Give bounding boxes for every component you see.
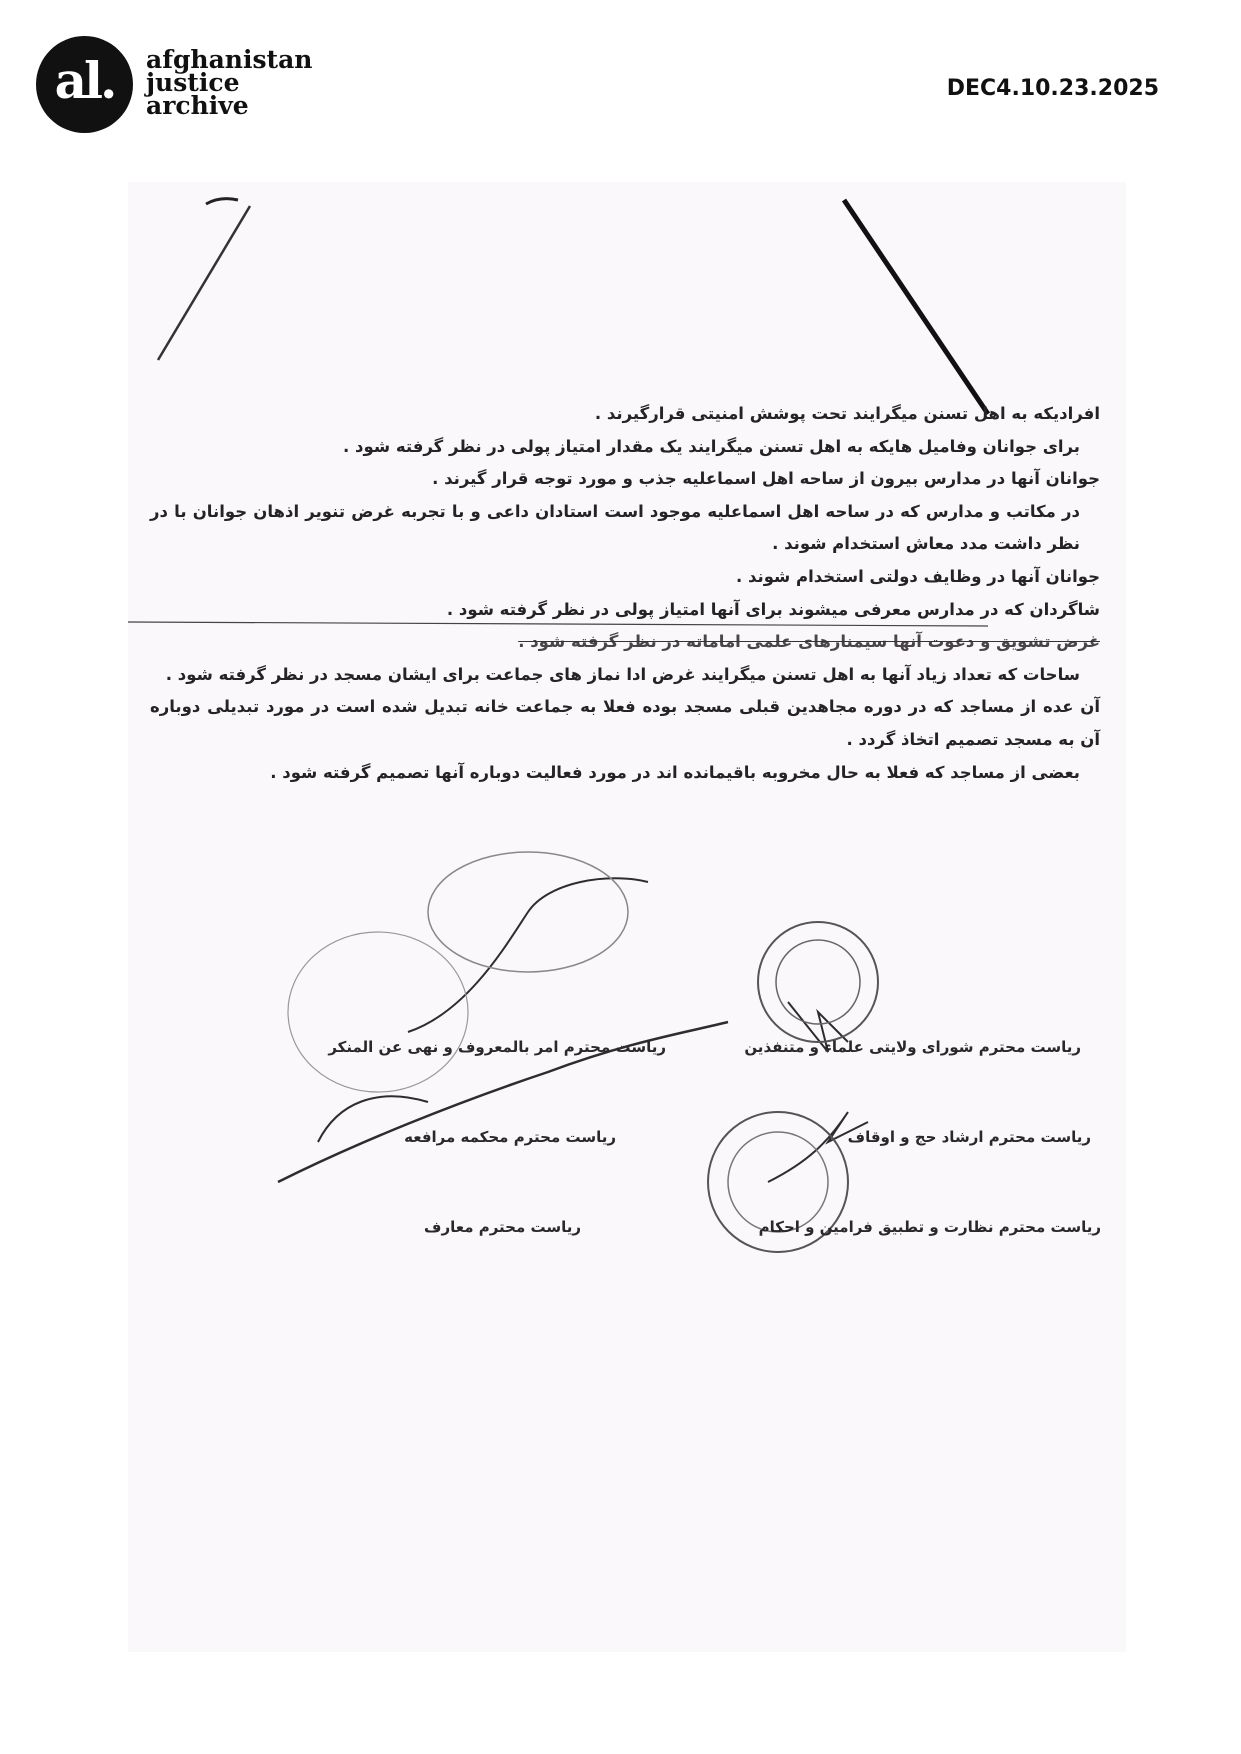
paragraph: جوانان آنها در وظایف دولتی استخدام شوند .	[735, 566, 1100, 586]
logo-wordmark	[146, 45, 313, 120]
signature-awqaf: ریاست محترم ارشاد حج و اوقاف	[847, 1128, 1091, 1146]
official-stamp	[728, 1132, 828, 1232]
paragraph: بعضی از مساجد که فعلا به حال مخروبه باقیمانده اند در مورد فعالیت دوباره آنها تصمیم گرفته شود .	[270, 762, 1080, 782]
paragraph: آن عده از مساجد که در دوره مجاهدین قبلی مسجد بوده فعلا به جماعت خانه تبدیل شده است در مورد تبدیلی دوباره آن به مسجد تصمیم اتخاذ گردد .	[150, 697, 1100, 749]
fold-line-left	[158, 206, 250, 360]
paragraph: افرادیکه به اهل تسنن میگرایند تحت پوشش امنیتی قرارگیرند .	[594, 404, 1100, 423]
signature-scribble	[408, 878, 648, 1032]
logo-line-1: afghanistan	[146, 45, 313, 74]
paragraph: در مکاتب و مدارس که در ساحه اهل اسماعلیه موجود است استادان داعی و با تجربه غرض تنویر اذهان جوانان با در نظر داشت مدد معاش استخدام شوند .	[150, 501, 1080, 554]
logo-mark: al.	[54, 51, 115, 110]
fold-line-right	[844, 200, 988, 414]
faded-stamp	[288, 932, 468, 1092]
signature-scribble	[768, 1112, 868, 1182]
corner-mark	[206, 199, 238, 204]
logo-line-2: justice	[146, 68, 240, 97]
signature-laws: ریاست محترم نظارت و تطبیق فرامین و احکام	[758, 1218, 1101, 1236]
logo-line-3: archive	[146, 91, 249, 120]
paragraph: برای جوانان وفامیل هایکه به اهل تسنن میگرایند یک مقدار امتیاز پولی در نظر گرفته شود .	[343, 436, 1080, 456]
signature-education: ریاست محترم معارف	[424, 1218, 581, 1236]
document-code: DEC4.10.23.2025	[946, 76, 1159, 101]
archive-logo	[36, 36, 133, 133]
signature-court: ریاست محترم محکمه مرافعه	[404, 1128, 616, 1146]
paragraph: جوانان آنها در مدارس بیرون از ساحه اهل اسماعلیه جذب و مورد توجه قرار گیرند .	[432, 469, 1100, 489]
document-body	[150, 398, 1100, 789]
signature-vice: ریاست محترم امر بالمعروف و نهی عن المنکر	[328, 1038, 666, 1056]
paragraph: شاگردان که در مدارس معرفی میشوند برای آنها امتیاز پولی در نظر گرفته شود .	[446, 599, 1100, 619]
signature-council: ریاست محترم شورای ولایتی علماء و متنفذین	[744, 1038, 1081, 1056]
paragraph: ساحات که تعداد زیاد آنها به اهل تسنن میگرایند غرض ادا نماز های جماعت برای ایشان مسجد در نظر گرفته شود .	[165, 664, 1080, 684]
struck-paragraph: غرض تشویق و دعوت آنها سیمنارهای علمی اماماته در نظر گرفته شود .	[518, 632, 1100, 652]
